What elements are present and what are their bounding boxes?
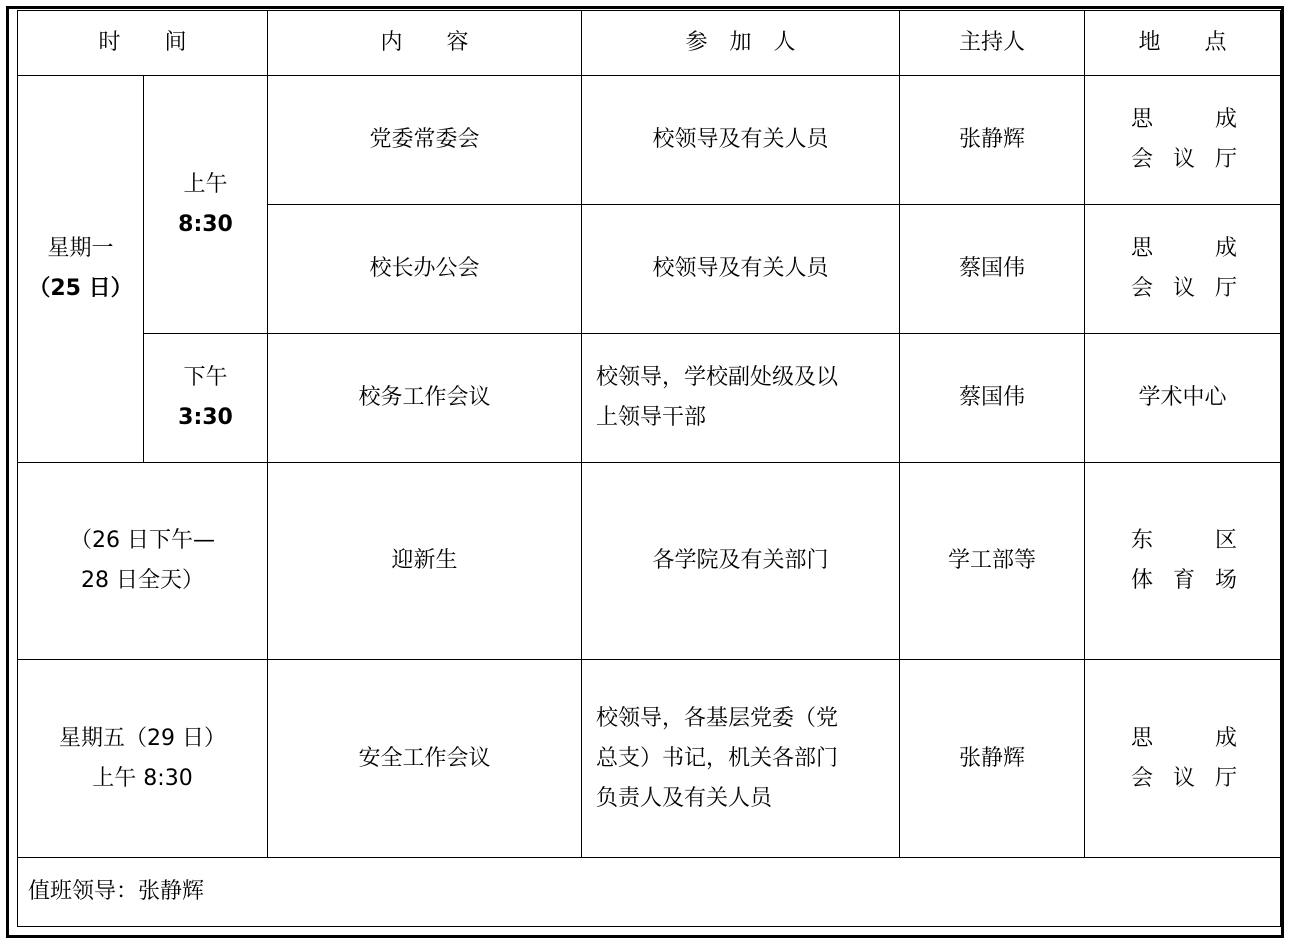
participants-cell <box>582 660 900 858</box>
participants-line-2: 上领导干部 <box>596 405 707 430</box>
table-row <box>18 334 1281 463</box>
participants-line-1: 校领导，学校副处级及以 <box>596 365 839 390</box>
table-row <box>18 660 1281 858</box>
am-cell <box>144 76 268 334</box>
location-line-2: 会议厅 <box>1131 147 1238 172</box>
host-cell: 蔡国伟 <box>900 334 1085 463</box>
content-cell: 安全工作会议 <box>268 660 582 858</box>
header-content: 内 容 <box>268 11 582 76</box>
location-cell <box>1085 660 1281 858</box>
content-cell: 校长办公会 <box>268 205 582 334</box>
table-row <box>18 463 1281 660</box>
location-cell <box>1085 205 1281 334</box>
table-row <box>18 76 1281 205</box>
schedule-table <box>17 10 1281 927</box>
header-participants: 参 加 人 <box>582 11 900 76</box>
host-cell: 张静辉 <box>900 660 1085 858</box>
content-cell: 党委常委会 <box>268 76 582 205</box>
am-label: 上午 <box>183 171 228 197</box>
time-line-1: （26 日下午— <box>70 528 215 553</box>
time-cell <box>18 660 268 858</box>
location-line-1: 思 成 <box>1131 236 1238 261</box>
host-cell: 学工部等 <box>900 463 1085 660</box>
time-cell <box>18 463 268 660</box>
participants-line-1: 校领导，各基层党委（党 <box>596 705 839 731</box>
location-line-2: 会议厅 <box>1131 765 1238 791</box>
participants-line-3: 负责人及有关人员 <box>596 785 773 811</box>
pm-label: 下午 <box>183 365 228 390</box>
host-cell: 蔡国伟 <box>900 205 1085 334</box>
participants-cell <box>582 334 900 463</box>
duty-row <box>18 858 1281 927</box>
monday-label: 星期一 <box>47 236 114 261</box>
location-line-2: 会议厅 <box>1131 276 1238 301</box>
time-line-1: 星期五（29 日） <box>59 725 226 751</box>
monday-cell <box>18 76 144 463</box>
location-line-1: 思 成 <box>1131 107 1238 132</box>
participants-cell: 各学院及有关部门 <box>582 463 900 660</box>
location-cell <box>1085 463 1281 660</box>
host-cell: 张静辉 <box>900 76 1085 205</box>
content-cell: 校务工作会议 <box>268 334 582 463</box>
location-line-1: 思 成 <box>1131 725 1238 751</box>
location-line-1: 东 区 <box>1131 528 1238 553</box>
time-line-2: 28 日全天） <box>81 568 204 593</box>
header-row <box>18 11 1281 76</box>
header-location: 地 点 <box>1085 11 1281 76</box>
time-line-2: 上午 8:30 <box>92 765 193 791</box>
am-time: 8:30 <box>178 211 233 237</box>
duty-leader: 值班领导：张静辉 <box>18 858 1281 927</box>
location-line-2: 体育场 <box>1131 568 1238 593</box>
header-host: 主持人 <box>900 11 1085 76</box>
content-cell: 迎新生 <box>268 463 582 660</box>
location-cell <box>1085 76 1281 205</box>
pm-cell <box>144 334 268 463</box>
participants-line-2: 总支）书记，机关各部门 <box>596 745 839 771</box>
participants-cell: 校领导及有关人员 <box>582 76 900 205</box>
pm-time: 3:30 <box>178 405 233 430</box>
header-time: 时 间 <box>18 11 268 76</box>
monday-date: （25 日） <box>28 276 133 301</box>
participants-cell: 校领导及有关人员 <box>582 205 900 334</box>
location-cell: 学术中心 <box>1085 334 1281 463</box>
